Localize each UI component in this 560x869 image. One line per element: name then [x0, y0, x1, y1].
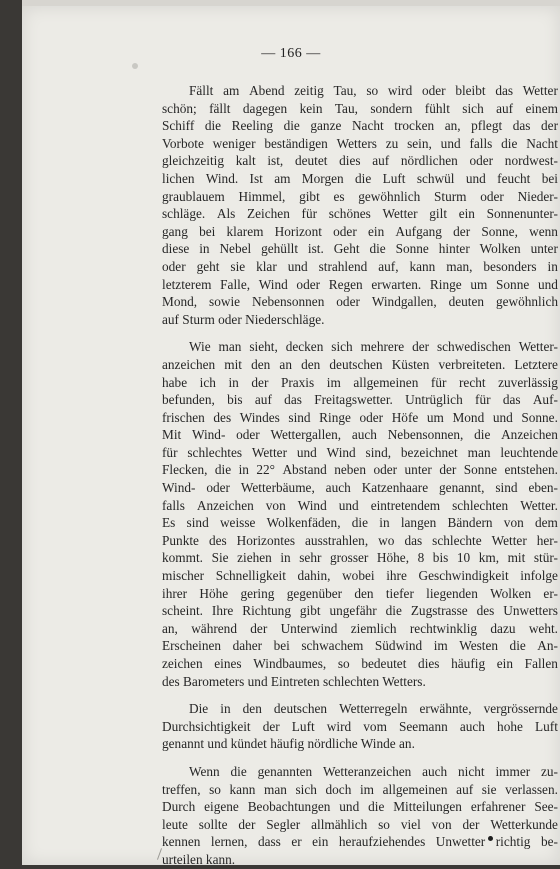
- text-line: frischen des Windes sind Ringe oder Höfe um Mond und Sonne.: [162, 409, 558, 425]
- text-line: mischer Schnelligkeit dahin, wobei ihre Geschwindigkeit infolge: [162, 568, 558, 584]
- text-line: kommt. Sie ziehen in sehr grosser Höhe, 8 bis 10 km, mit stür-: [162, 550, 558, 566]
- text-line: Durch eigene Beobachtungen und die Mitteilungen erfahrener See-: [162, 799, 558, 815]
- text-line: habe ich in der Praxis im allgemeinen für recht zuverlässig: [162, 374, 558, 390]
- text-line: anzeichen mit den an den deutschen Küsten verbreiteten. Letztere: [162, 356, 558, 372]
- text-line: scheint. Ihre Richtung gibt ungefähr die Zugstrasse des Unwetters: [162, 603, 558, 619]
- text-line: letzterem Falle, Wind oder Regen erwarten. Ringe um Sonne und: [162, 276, 558, 292]
- book-page: [22, 6, 560, 865]
- text-line: Erscheinen daher bei schwachem Südwind im Westen die An-: [162, 638, 558, 654]
- paper-spot: [132, 63, 138, 69]
- text-line: lichen Wind. Ist am Morgen die Luft schwül und feucht bei: [162, 170, 558, 186]
- text-line: gleichzeitig kalt ist, deutet dies auf nördlichen oder nordwest-: [162, 153, 558, 169]
- text-line: leute sollte der Segler allmählich so viel von der Wetterkunde: [162, 816, 558, 832]
- page-number: — 166 —: [261, 46, 321, 61]
- text-line: Wind- oder Wetterbäume, auch Katzenhaare genannt, sind eben-: [162, 480, 558, 496]
- text-line: Mond, sowie Nebensonnen oder Windgallen, deuten gewöhnlich: [162, 294, 558, 310]
- paragraph: [162, 82, 558, 328]
- text-line: oder geht sie klar und strahlend auf, kann man, besonders in: [162, 258, 558, 274]
- text-line: Mit Wind- oder Wettergallen, auch Nebensonnen, die Anzeichen: [162, 427, 558, 443]
- paragraph: [162, 338, 558, 690]
- text-line: urteilen kann.: [162, 851, 236, 867]
- paragraph-gap: [162, 690, 558, 700]
- paragraph-gap: [162, 328, 558, 338]
- text-line: kennen lernen, dass er ein heraufziehendes Unwetter richtig be-: [162, 834, 558, 850]
- paragraph: [162, 763, 558, 869]
- text-line: befunden, bis auf das Freitagswetter. Untrüglich für das Auf-: [162, 392, 558, 408]
- text-line: des Barometers und Eintreten schlechten Wetters.: [162, 673, 426, 689]
- body-text: [162, 82, 558, 869]
- text-line: schön; fällt dagegen kein Tau, sondern fühlt sich auf einem: [162, 100, 558, 116]
- text-line: ihrer Höhe gering gegenüber den tiefer liegenden Wolken er-: [162, 585, 558, 601]
- text-line: Wenn die genannten Wetteranzeichen auch nicht immer zu-: [189, 763, 558, 779]
- paragraph-gap: [162, 753, 558, 763]
- paragraph: [162, 700, 558, 753]
- text-line: falls Anzeichen von Wind und eintretendem schlechten Wetter.: [162, 497, 558, 513]
- text-line: Flecken, die in 22° Abstand neben oder unter der Sonne entstehen.: [162, 462, 558, 478]
- text-line: diese in Nebel gehüllt ist. Geht die Sonne hinter Wolken unter: [162, 241, 558, 257]
- text-line: Die in den deutschen Wetterregeln erwähnte, vergrössernde: [189, 701, 558, 717]
- text-line: auf Sturm oder Niederschläge.: [162, 311, 325, 327]
- text-line: Schiff die Reeling die ganze Nacht trocken an, pflegt das der: [162, 118, 558, 134]
- text-line: für schlechtes Wetter und Wind sind, bezeichnet man leuchtende: [162, 444, 558, 460]
- text-line: Punkte des Horizontes ausstrahlen, wo das schlechte Wetter her-: [162, 532, 558, 548]
- text-line: Es sind weisse Wolkenfäden, die in langen Bändern von dem: [162, 515, 558, 531]
- text-line: zeichen eines Windbaumes, so bedeutet dies häufig ein Fallen: [162, 656, 558, 671]
- text-line: Durchsichtigkeit der Luft wird vom Seemann auch hohe Luft: [162, 718, 558, 734]
- text-line: graublauem Himmel, gibt es gewöhnlich Sturm oder Nieder-: [162, 188, 558, 204]
- text-line: schläge. Als Zeichen für schönes Wetter gilt ein Sonnenunter-: [162, 206, 558, 222]
- text-line: Fällt am Abend zeitig Tau, so wird oder bleibt das Wetter: [189, 83, 558, 98]
- text-line: an, während der Unterwind ziemlich rechtwinklig dazu weht.: [162, 620, 558, 636]
- text-line: gang bei klarem Horizont oder ein Aufgang der Sonne, wenn: [162, 223, 558, 239]
- text-line: genannt und kündet häufig nördliche Winde an.: [162, 736, 415, 752]
- text-line: treffen, so kann man sich doch im allgemeinen auf sie verlassen.: [162, 781, 558, 797]
- text-line: Vorbote weniger beständigen Wetters zu sein, und falls die Nacht: [162, 135, 558, 151]
- text-line: Wie man sieht, decken sich mehrere der schwedischen Wetter-: [189, 339, 558, 355]
- ink-dot: [488, 836, 493, 841]
